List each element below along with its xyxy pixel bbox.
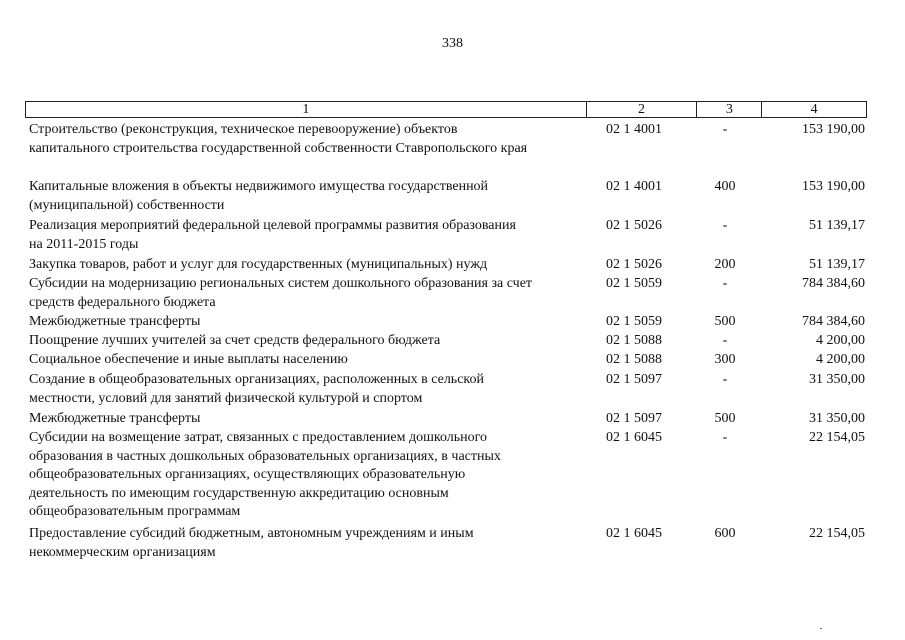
row-name: Предоставление субсидий бюджетным, автономным учреждениям и иным некоммерческим организациям — [29, 526, 474, 560]
row-code: 02 1 4001 — [606, 122, 662, 137]
header-col-1: 1 — [26, 102, 587, 117]
row-name: Поощрение лучших учителей за счет средств федерального бюджета — [29, 333, 441, 348]
row-amount: 784 384,60 — [802, 314, 865, 329]
row-code: 02 1 5059 — [606, 314, 662, 329]
row-type: - — [722, 276, 728, 291]
row-name: Межбюджетные трансферты — [29, 411, 201, 426]
scan-speck — [820, 628, 822, 629]
row-code: 02 1 5026 — [606, 218, 662, 233]
row-type: 600 — [714, 526, 736, 541]
row-type: 300 — [714, 352, 736, 367]
header-col-2: 2 — [587, 102, 698, 117]
row-amount: 784 384,60 — [802, 276, 865, 291]
header-col-3: 3 — [697, 102, 762, 117]
row-code: 02 1 6045 — [606, 430, 662, 445]
row-amount: 4 200,00 — [816, 352, 865, 367]
row-code: 02 1 5088 — [606, 352, 662, 367]
row-name: Создание в общеобразовательных организациях, расположенных в сельской местности, условий для занятий физической культурой и спортом — [29, 372, 484, 406]
row-code: 02 1 4001 — [606, 179, 662, 194]
row-type: - — [722, 372, 728, 387]
row-name: Социальное обеспечение и иные выплаты населению — [29, 352, 348, 367]
row-code: 02 1 5059 — [606, 276, 662, 291]
row-type: 500 — [714, 411, 736, 426]
row-type: - — [722, 218, 728, 233]
row-amount: 51 139,17 — [809, 218, 865, 233]
row-amount: 22 154,05 — [809, 430, 865, 445]
row-code: 02 1 6045 — [606, 526, 662, 541]
row-amount: 31 350,00 — [809, 372, 865, 387]
row-code: 02 1 5097 — [606, 372, 662, 387]
row-type: - — [722, 430, 728, 445]
row-name: Субсидии на модернизацию региональных систем дошкольного образования за счет средств федерального бюджета — [29, 276, 533, 310]
row-type: - — [722, 122, 728, 137]
row-name: Субсидии на возмещение затрат, связанных с предоставлением дошкольного образования в частных дошкольных образовательных организациях, в частных общеобразовательных организациях, осуществляющих образовательную деятельность по имеющим государственную аккредитацию основным общеобразовательным программам — [29, 430, 501, 519]
row-amount: 153 190,00 — [802, 122, 865, 137]
row-code: 02 1 5088 — [606, 333, 662, 348]
row-code: 02 1 5026 — [606, 257, 662, 272]
row-amount: 4 200,00 — [816, 333, 865, 348]
row-type: 400 — [714, 179, 736, 194]
row-name: Реализация мероприятий федеральной целевой программы развития образования на 2011-2015 годы — [29, 218, 516, 252]
row-amount: 153 190,00 — [802, 179, 865, 194]
page-number: 338 — [442, 36, 463, 51]
row-amount: 22 154,05 — [809, 526, 865, 541]
row-name: Капитальные вложения в объекты недвижимого имущества государственной (муниципальной) собственности — [29, 179, 489, 213]
row-code: 02 1 5097 — [606, 411, 662, 426]
row-type: 200 — [714, 257, 736, 272]
row-amount: 31 350,00 — [809, 411, 865, 426]
row-amount: 51 139,17 — [809, 257, 865, 272]
row-type: - — [722, 333, 728, 348]
row-name: Закупка товаров, работ и услуг для государственных (муниципальных) нужд — [29, 257, 488, 272]
header-col-4: 4 — [810, 102, 818, 117]
table-header — [25, 101, 867, 118]
row-name: Строительство (реконструкция, техническое перевооружение) объектов капитального строительства государственной собственности Ставропольского края — [29, 122, 528, 156]
row-name: Межбюджетные трансферты — [29, 314, 201, 329]
row-type: 500 — [714, 314, 736, 329]
